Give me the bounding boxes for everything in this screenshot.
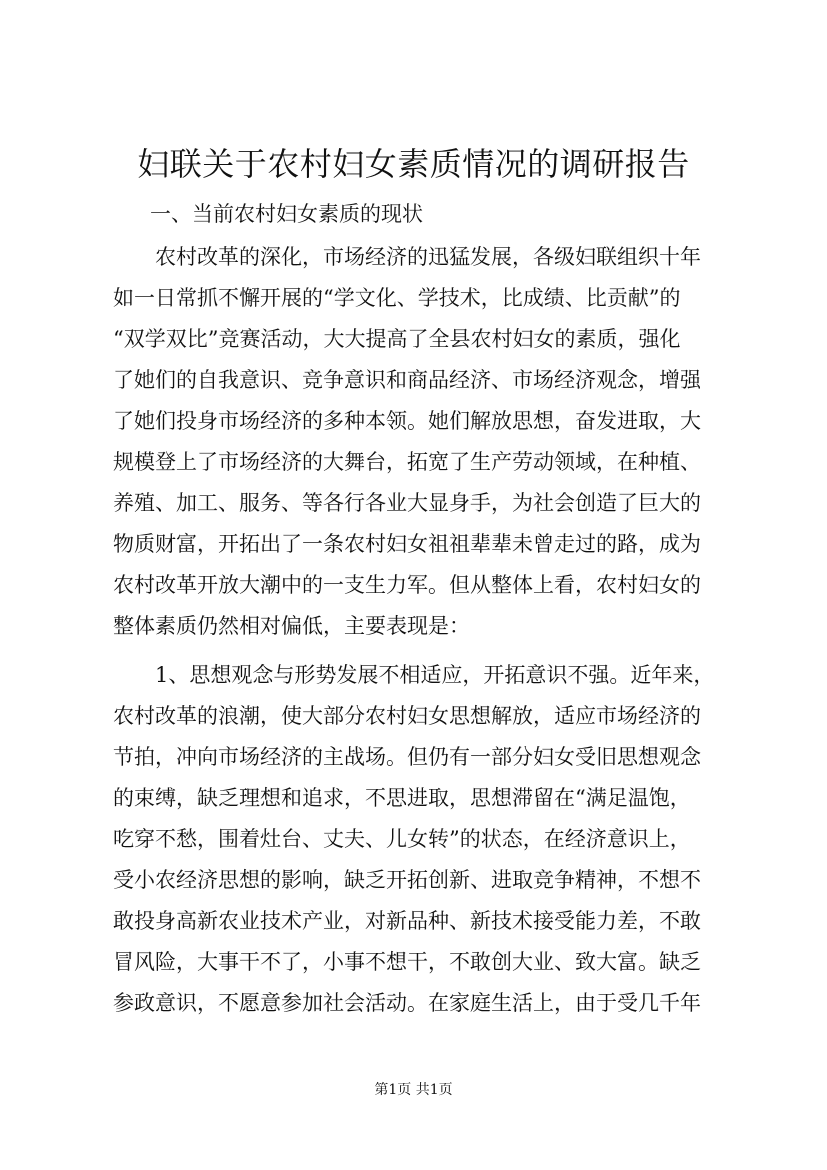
paragraph-line: 了她们投身市场经济的多种本领。她们解放思想，奋发进取，大 xyxy=(113,409,701,433)
paragraph-line: 了她们的自我意识、竞争意识和商品经济、市场经济观念，增强 xyxy=(113,368,701,392)
paragraph-2 xyxy=(113,655,723,1024)
paragraph-line: 如一日常抓不懈开展的“学文化、学技术，比成绩、比贡献”的 xyxy=(113,286,681,310)
paragraph-line: 整体素质仍然相对偏低，主要表现是： xyxy=(113,614,470,638)
section-heading: 一、当前农村妇女素质的现状 xyxy=(150,202,423,226)
document-title: 妇联关于农村妇女素质情况的调研报告 xyxy=(137,145,690,183)
paragraph-line: 农村改革的浪潮，使大部分农村妇女思想解放，适应市场经济的 xyxy=(113,704,701,728)
paragraph-line: 的束缚，缺乏理想和追求，不思进取，思想滞留在“满足温饱， xyxy=(113,786,691,810)
paragraph-line: 敢投身高新农业技术产业，对新品种、新技术接受能力差，不敢 xyxy=(113,909,701,933)
paragraph-line: 物质财富，开拓出了一条农村妇女祖祖辈辈未曾走过的路，成为 xyxy=(113,532,701,556)
paragraph-line: 农村改革开放大潮中的一支生力军。但从整体上看，农村妇女的 xyxy=(113,573,701,597)
paragraph-line: 节拍，冲向市场经济的主战场。但仍有一部分妇女受旧思想观念 xyxy=(113,745,701,769)
page-footer: 第1页 共1页 xyxy=(374,1082,453,1098)
paragraph-line: 冒风险，大事干不了，小事不想干，不敢创大业、致大富。缺乏 xyxy=(113,950,701,974)
paragraph-line: 参政意识，不愿意参加社会活动。在家庭生活上，由于受几千年 xyxy=(113,991,701,1015)
paragraph-line: 养殖、加工、服务、等各行各业大显身手，为社会创造了巨大的 xyxy=(113,491,701,515)
paragraph-line: 受小农经济思想的影响，缺乏开拓创新、进取竞争精神，不想不 xyxy=(113,868,701,892)
paragraph-line: 规模登上了市场经济的大舞台，拓宽了生产劳动领域，在种植、 xyxy=(113,450,701,474)
paragraph-1 xyxy=(113,237,723,647)
paragraph-line: 1、思想观念与形势发展不相适应，开拓意识不强。近年来， xyxy=(155,663,715,687)
paragraph-line: 吃穿不愁，围着灶台、丈夫、儿女转”的状态，在经济意识上， xyxy=(113,827,691,851)
paragraph-line: “双学双比”竞赛活动，大大提高了全县农村妇女的素质，强化 xyxy=(113,327,681,351)
paragraph-line: 农村改革的深化，市场经济的迅猛发展，各级妇联组织十年 xyxy=(155,245,701,269)
